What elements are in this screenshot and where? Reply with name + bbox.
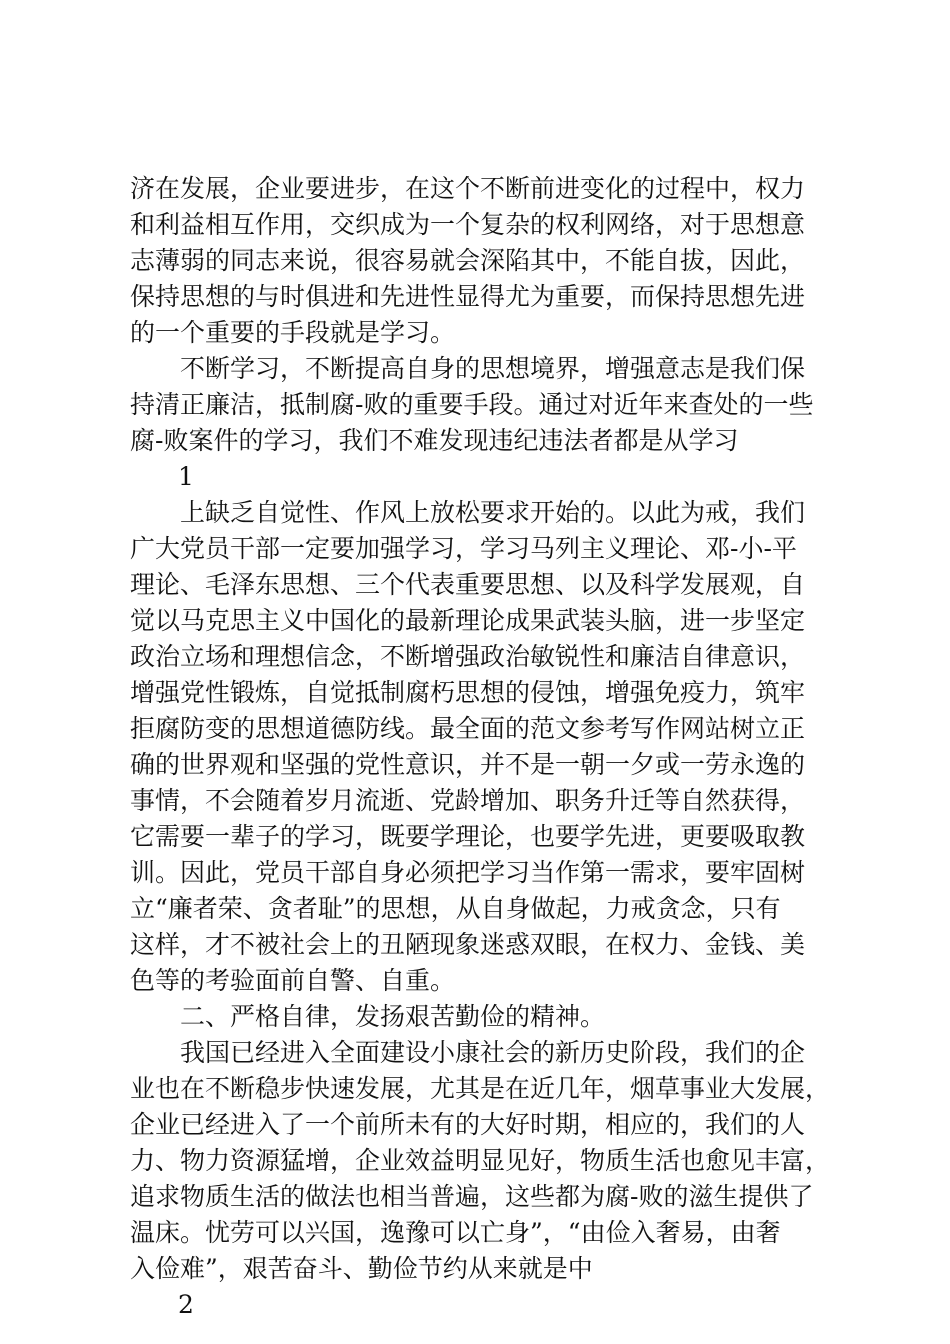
text-line: 理论、毛泽东思想、三个代表重要思想、以及科学发展观，自 — [130, 570, 806, 599]
inline-page-number: 2 — [178, 1290, 194, 1319]
text-line: 入俭难”，艰苦奋斗、勤俭节约从来就是中 — [130, 1254, 593, 1283]
text-line: 训。因此，党员干部自身必须把学习当作第一需求，要牢固树 — [130, 858, 806, 887]
text-line: 腐-败案件的学习，我们不难发现违纪违法者都是从学习 — [130, 426, 739, 455]
section-heading: 二、严格自律，发扬艰苦勤俭的精神。 — [180, 1002, 606, 1031]
text-line: 志薄弱的同志来说，很容易就会深陷其中，不能自拔，因此， — [130, 246, 806, 275]
text-line: 事情，不会随着岁月流逝、党龄增加、职务升迁等自然获得， — [130, 786, 806, 815]
text-line: 政治立场和理想信念，不断增强政治敏锐性和廉洁自律意识， — [130, 642, 806, 671]
text-line: 追求物质生活的做法也相当普遍，这些都为腐-败的滋生提供了 — [130, 1182, 814, 1211]
inline-page-number: 1 — [178, 462, 194, 491]
text-line: 上缺乏自觉性、作风上放松要求开始的。以此为戒，我们 — [180, 498, 806, 527]
text-line: 广大党员干部一定要加强学习，学习马列主义理论、邓-小-平 — [130, 534, 797, 563]
text-line: 力、物力资源猛增，企业效益明显见好，物质生活也愈见丰富， — [130, 1146, 830, 1175]
text-line: 拒腐防变的思想道德防线。最全面的范文参考写作网站树立正 — [130, 714, 806, 743]
text-line: 确的世界观和坚强的党性意识，并不是一朝一夕或一劳永逸的 — [130, 750, 806, 779]
text-line: 业也在不断稳步快速发展，尤其是在近几年，烟草事业大发展， — [130, 1074, 830, 1103]
text-line: 温床。忧劳可以兴国，逸豫可以亡身”，“由俭入奢易，由奢 — [130, 1218, 781, 1247]
text-line: 济在发展，企业要进步，在这个不断前进变化的过程中，权力 — [130, 174, 806, 203]
text-line: 企业已经进入了一个前所未有的大好时期，相应的，我们的人 — [130, 1110, 806, 1139]
text-line: 增强党性锻炼，自觉抵制腐朽思想的侵蚀，增强免疫力，筑牢 — [130, 678, 806, 707]
text-line: 我国已经进入全面建设小康社会的新历史阶段，我们的企 — [180, 1038, 806, 1067]
text-line: 和利益相互作用，交织成为一个复杂的权利网络，对于思想意 — [130, 210, 806, 239]
text-line: 持清正廉洁，抵制腐-败的重要手段。通过对近年来查处的一些 — [130, 390, 814, 419]
text-line: 这样，才不被社会上的丑陋现象迷惑双眼，在权力、金钱、美 — [130, 930, 806, 959]
text-line: 色等的考验面前自警、自重。 — [130, 966, 456, 995]
text-line: 觉以马克思主义中国化的最新理论成果武装头脑，进一步坚定 — [130, 606, 806, 635]
text-line: 保持思想的与时俱进和先进性显得尤为重要，而保持思想先进 — [130, 282, 806, 311]
text-line: 立“廉者荣、贪者耻”的思想，从自身做起，力戒贪念，只有 — [130, 894, 781, 923]
text-line: 不断学习，不断提高自身的思想境界，增强意志是我们保 — [180, 354, 806, 383]
text-line: 它需要一辈子的学习，既要学理论，也要学先进，更要吸取教 — [130, 822, 806, 851]
text-line: 的一个重要的手段就是学习。 — [130, 318, 456, 347]
